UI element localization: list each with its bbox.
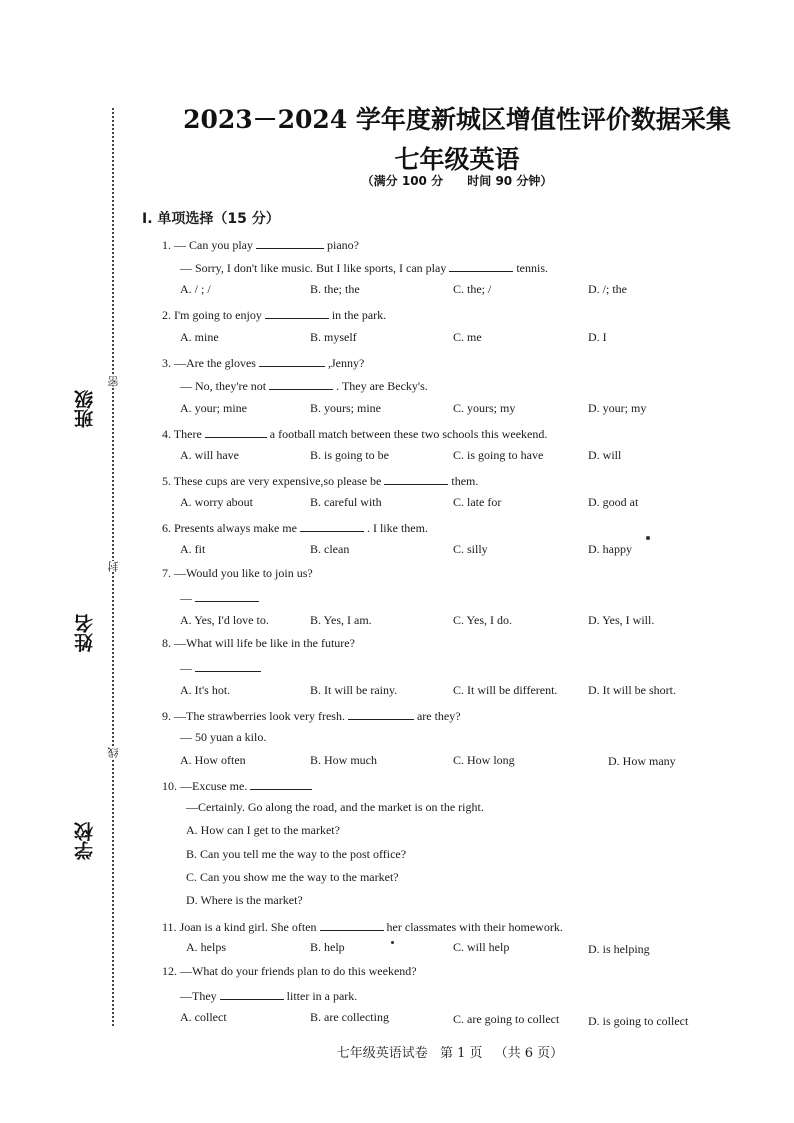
question-text: are they? (416, 709, 461, 723)
score-info: （满分 100 分 (361, 174, 444, 188)
question-2 (162, 307, 386, 321)
option[interactable]: C. It will be different. (453, 683, 558, 697)
question-text: — (180, 661, 192, 675)
option[interactable]: A. Yes, I'd love to. (180, 613, 269, 627)
option[interactable]: D. is helping (588, 942, 650, 956)
option[interactable]: C. silly (453, 542, 488, 556)
question-11 (162, 919, 563, 933)
exam-info (120, 172, 794, 189)
page-footer (300, 1042, 600, 1061)
question-5 (162, 473, 478, 487)
footer-subject: 七年级英语试卷 (336, 1046, 428, 1061)
option[interactable]: D. /; the (588, 282, 627, 296)
question-number: 1. (162, 238, 171, 252)
question-10-line2 (186, 801, 484, 813)
option[interactable]: A. mine (180, 330, 219, 344)
answer-blank (300, 520, 364, 532)
option[interactable]: D. is going to collect (588, 1014, 689, 1028)
option[interactable]: C. Can you show me the way to the market? (186, 870, 399, 884)
option[interactable]: C. late for (453, 495, 502, 509)
question-text: . I like them. (366, 521, 428, 535)
answer-blank (195, 590, 259, 602)
question-number: 6. (162, 521, 171, 535)
question-12-line2 (180, 988, 357, 1002)
option[interactable]: C. How long (453, 753, 515, 767)
question-text: —Would you like to join us? (174, 566, 313, 580)
answer-blank (265, 307, 329, 319)
option[interactable]: A. / ; / (180, 282, 211, 296)
print-speck (646, 536, 650, 540)
seal-mark-2: 封 (107, 561, 120, 572)
answer-blank (348, 708, 414, 720)
exam-subtitle: 七年级英语 (394, 145, 520, 174)
question-text: — 50 yuan a kilo. (180, 730, 267, 744)
question-text: litter in a park. (286, 989, 358, 1003)
option[interactable]: B. myself (310, 330, 357, 344)
option[interactable]: D. I (588, 330, 607, 344)
question-text: tennis. (516, 261, 549, 275)
question-number: 2. (162, 308, 171, 322)
question-number: 7. (162, 566, 171, 580)
option[interactable]: C. Yes, I do. (453, 613, 513, 627)
answer-blank (449, 260, 513, 272)
option[interactable]: D. will (588, 448, 622, 462)
option[interactable]: A. How often (180, 753, 246, 767)
option[interactable]: B. How much (310, 753, 377, 767)
seal-mark-1: 密 (107, 376, 120, 387)
question-text: ,Jenny? (327, 356, 365, 370)
option[interactable]: D. good at (588, 495, 639, 509)
option[interactable]: B. Can you tell me the way to the post office? (186, 847, 407, 861)
option[interactable]: A. your; mine (180, 401, 247, 415)
option[interactable]: C. the; / (453, 282, 492, 296)
question-3-line2 (180, 378, 428, 392)
option[interactable]: D. How many (608, 754, 676, 768)
option[interactable]: B. help (310, 940, 345, 954)
exam-title: 2023－2024 学年度新城区增值性评价数据采集 (183, 105, 731, 134)
option[interactable]: A. fit (180, 542, 206, 556)
answer-blank (220, 988, 284, 1000)
question-text: her classmates with their homework. (386, 920, 563, 934)
question-text: — No, they're not (180, 379, 267, 393)
question-text: —Certainly. Go along the road, and the market is on the right. (186, 800, 484, 814)
question-text: . They are Becky's. (336, 379, 428, 393)
option[interactable]: B. are collecting (310, 1010, 389, 1024)
option[interactable]: C. are going to collect (453, 1012, 560, 1026)
question-7 (162, 567, 313, 579)
question-1-line2 (180, 260, 548, 274)
option[interactable]: A. helps (186, 940, 226, 954)
answer-blank (195, 660, 261, 672)
option[interactable]: B. Yes, I am. (310, 613, 372, 627)
question-6 (162, 520, 428, 534)
question-text: —The strawberries look very fresh. (174, 709, 345, 723)
option[interactable]: C. is going to have (453, 448, 544, 462)
question-1 (162, 237, 359, 251)
question-text: —What do your friends plan to do this weekend? (180, 964, 417, 978)
option[interactable]: C. yours; my (453, 401, 516, 415)
question-3 (162, 355, 364, 369)
question-number: 3. (162, 356, 171, 370)
question-number: 5. (162, 474, 171, 488)
answer-blank (269, 378, 333, 390)
option[interactable]: B. clean (310, 542, 350, 556)
question-text: — Can you play (174, 238, 253, 252)
option[interactable]: B. careful with (310, 495, 382, 509)
question-9-line2 (180, 731, 266, 743)
class-label: 班级 (74, 390, 96, 428)
print-speck (391, 941, 394, 944)
option[interactable]: D. Yes, I will. (588, 613, 655, 627)
question-text: piano? (327, 238, 359, 252)
question-number: 10. (162, 779, 177, 793)
question-number: 8. (162, 636, 171, 650)
question-number: 4. (162, 427, 171, 441)
question-8-line2 (180, 660, 264, 674)
answer-blank (205, 426, 267, 438)
question-text: Joan is a kind girl. She often (179, 920, 317, 934)
option[interactable]: D. happy (588, 542, 632, 556)
question-9 (162, 708, 461, 722)
option[interactable]: D. your; my (588, 401, 647, 415)
option[interactable]: B. yours; mine (310, 401, 381, 415)
option[interactable]: D. It will be short. (588, 683, 676, 697)
question-text: a football match between these two schools this weekend. (269, 427, 548, 441)
question-12 (162, 965, 417, 977)
question-text: These cups are very expensive,so please be (173, 474, 382, 488)
option[interactable]: B. the; the (310, 282, 360, 296)
school-label: 学校 (74, 822, 96, 860)
option[interactable]: C. me (453, 330, 482, 344)
question-text: — Sorry, I don't like music. But I like sports, I can play (180, 261, 447, 275)
question-4 (162, 426, 547, 440)
question-number: 9. (162, 709, 171, 723)
question-text: in the park. (331, 308, 387, 322)
answer-blank (384, 473, 448, 485)
question-text: —Are the gloves (174, 356, 256, 370)
question-text: them. (451, 474, 479, 488)
answer-blank (250, 778, 312, 790)
question-number: 12. (162, 964, 177, 978)
footer-total: （共 6 页） (494, 1046, 564, 1061)
option[interactable]: A. How can I get to the market? (186, 823, 340, 837)
answer-blank (320, 919, 384, 931)
option[interactable]: C. will help (453, 940, 510, 954)
option[interactable]: A. collect (180, 1010, 227, 1024)
question-text: —Excuse me. (180, 779, 248, 793)
option[interactable]: D. Where is the market? (186, 893, 303, 907)
option[interactable]: B. is going to be (310, 448, 390, 462)
section-title: Ⅰ. 单项选择（15 分） (142, 211, 280, 227)
name-label: 姓名 (74, 614, 96, 652)
question-text: I'm going to enjoy (174, 308, 262, 322)
question-text: —What will life be like in the future? (174, 636, 355, 650)
question-10 (162, 778, 315, 792)
answer-blank (256, 237, 324, 249)
answer-blank (259, 355, 325, 367)
question-text: Presents always make me (174, 521, 297, 535)
question-text: There (173, 427, 202, 441)
question-8 (162, 637, 355, 649)
time-info: 时间 90 分钟） (467, 174, 553, 188)
question-text: —They (180, 989, 217, 1003)
footer-page: 第 1 页 (439, 1046, 483, 1061)
question-number: 11. (162, 920, 177, 934)
option[interactable]: B. It will be rainy. (310, 683, 398, 697)
option[interactable]: A. worry about (180, 495, 253, 509)
question-text: — (180, 591, 192, 605)
option[interactable]: A. It's hot. (180, 683, 231, 697)
seal-mark-3: 线 (107, 747, 120, 758)
question-7-line2 (180, 590, 262, 604)
option[interactable]: A. will have (180, 448, 239, 462)
